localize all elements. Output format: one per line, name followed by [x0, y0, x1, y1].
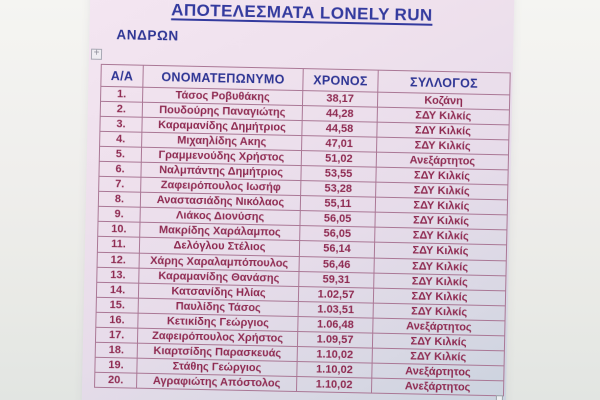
cell-name: Λιάκος Διονύσης	[140, 208, 300, 226]
cell-rank: 6.	[99, 162, 141, 178]
cell-club: ΣΔΥ Κιλκίς	[375, 197, 507, 215]
cell-name: Κιαρτσίδης Παρασκευάς	[137, 343, 297, 361]
table-resize-handle[interactable]	[496, 395, 503, 400]
cell-rank: 17.	[95, 327, 137, 343]
cell-time: 38,17	[302, 91, 377, 108]
cell-time: 1.02,57	[298, 286, 373, 303]
cell-club: Ανεξάρτητος	[373, 318, 505, 336]
cell-rank: 10.	[98, 222, 140, 238]
cell-time: 1.09,57	[297, 331, 372, 348]
cell-time: 55,11	[300, 196, 375, 213]
page-title-text: ΑΠΟΤΕΛΕΣΜΑΤΑ LONELY RUN	[171, 0, 433, 25]
cell-rank: 4.	[100, 131, 142, 147]
cell-time: 56,05	[300, 226, 375, 243]
table-move-icon: +	[93, 47, 100, 59]
cell-rank: 19.	[95, 357, 137, 373]
cell-club: ΣΔΥ Κιλκίς	[376, 167, 508, 185]
cell-rank: 1.	[101, 86, 143, 102]
cell-rank: 3.	[100, 116, 142, 132]
cell-name: Τάσος Ροβυθάκης	[143, 87, 303, 105]
cell-time: 53,28	[301, 181, 376, 198]
cell-time: 1.06,48	[298, 316, 373, 333]
cell-rank: 20.	[95, 372, 137, 388]
document-page	[82, 0, 515, 400]
cell-rank: 13.	[97, 267, 139, 283]
cell-time: 1.10,02	[297, 361, 372, 378]
cell-rank: 12.	[97, 252, 139, 268]
cell-rank: 9.	[98, 207, 140, 223]
cell-time: 44,28	[302, 106, 377, 123]
cell-club: ΣΔΥ Κιλκίς	[372, 348, 504, 366]
cell-club: ΣΔΥ Κιλκίς	[374, 243, 506, 261]
cell-name: Πουδούρης Παναγιώτης	[142, 102, 302, 120]
cell-rank: 2.	[100, 101, 142, 117]
cell-name: Παυλίδης Τάσος	[138, 298, 298, 316]
cell-club: ΣΔΥ Κιλκίς	[374, 258, 506, 276]
col-header-time: ΧΡΟΝΟΣ	[303, 69, 378, 93]
cell-name: Καραμανίδης Δημήτριος	[142, 117, 302, 135]
cell-club: ΣΔΥ Κιλκίς	[375, 228, 507, 246]
cell-club: ΣΔΥ Κιλκίς	[376, 182, 508, 200]
cell-time: 53,55	[301, 166, 376, 183]
cell-name: Ζαφειρόπουλος Χρήστος	[137, 328, 297, 346]
cell-rank: 7.	[99, 177, 141, 193]
page-title	[90, 0, 514, 27]
cell-club: ΣΔΥ Κιλκίς	[372, 333, 504, 351]
results-tbody	[95, 86, 510, 395]
col-header-rank: Α/Α	[101, 64, 143, 87]
cell-club: ΣΔΥ Κιλκίς	[375, 212, 507, 230]
col-header-name: ΟΝΟΜΑΤΕΠΩΝΥΜΟ	[143, 65, 303, 90]
cell-name: Ζαφειρόπουλος Ιωσήφ	[141, 177, 301, 195]
cell-name: Ναλμπάντης Δημήτριος	[141, 162, 301, 180]
cell-name: Δελόγλου Στέλιος	[139, 238, 299, 256]
section-label-men: ΑΝΔΡΩΝ	[116, 27, 179, 44]
cell-rank: 11.	[97, 237, 139, 253]
col-header-club: ΣΥΛΛΟΓΟΣ	[378, 70, 510, 95]
table-move-handle[interactable]	[91, 49, 102, 60]
cell-club: Κοζάνη	[377, 92, 509, 110]
results-table	[94, 64, 511, 397]
cell-name: Μιχαηλίδης Ακης	[142, 132, 302, 150]
cell-rank: 18.	[95, 342, 137, 358]
cell-club: ΣΔΥ Κιλκίς	[373, 303, 505, 321]
cell-time: 51,02	[301, 151, 376, 168]
cell-name: Αναστασιάδης Νικόλαος	[140, 193, 300, 211]
cell-time: 59,31	[299, 271, 374, 288]
cell-time: 1.03,51	[298, 301, 373, 318]
cell-time: 56,05	[300, 211, 375, 228]
cell-name: Καραμανίδης Θανάσης	[139, 268, 299, 286]
cell-rank: 16.	[96, 312, 138, 328]
cell-time: 1.10,02	[296, 376, 371, 393]
cell-name: Στάθης Γεώργιος	[137, 358, 297, 376]
cell-name: Αγραφιώτης Απόστολος	[137, 373, 297, 391]
cell-rank: 5.	[99, 147, 141, 163]
cell-club: ΣΔΥ Κιλκίς	[373, 288, 505, 306]
cell-club: ΣΔΥ Κιλκίς	[377, 137, 509, 155]
cell-time: 1.10,02	[297, 346, 372, 363]
cell-time: 47,01	[302, 136, 377, 153]
cell-rank: 14.	[96, 282, 138, 298]
cell-rank: 8.	[98, 192, 140, 208]
cell-club: Ανεξάρτητος	[372, 363, 504, 381]
cell-name: Γραμμενούδης Χρήστος	[141, 147, 301, 165]
cell-name: Μακρίδης Χαράλαμπος	[140, 223, 300, 241]
cell-time: 56,46	[299, 256, 374, 273]
cell-club: Ανεξάρτητος	[371, 378, 503, 396]
cell-time: 44,58	[302, 121, 377, 138]
cell-name: Χάρης Χαραλαμπόπουλος	[139, 253, 299, 271]
cell-club: ΣΔΥ Κιλκίς	[377, 122, 509, 140]
cell-club: Ανεξάρτητος	[376, 152, 508, 170]
cell-club: ΣΔΥ Κιλκίς	[374, 273, 506, 291]
cell-club: ΣΔΥ Κιλκίς	[377, 107, 509, 125]
cell-name: Κατσανίδης Ηλίας	[138, 283, 298, 301]
cell-time: 56,14	[299, 241, 374, 258]
cell-name: Κετικίδης Γεώργιος	[138, 313, 298, 331]
cell-rank: 15.	[96, 297, 138, 313]
